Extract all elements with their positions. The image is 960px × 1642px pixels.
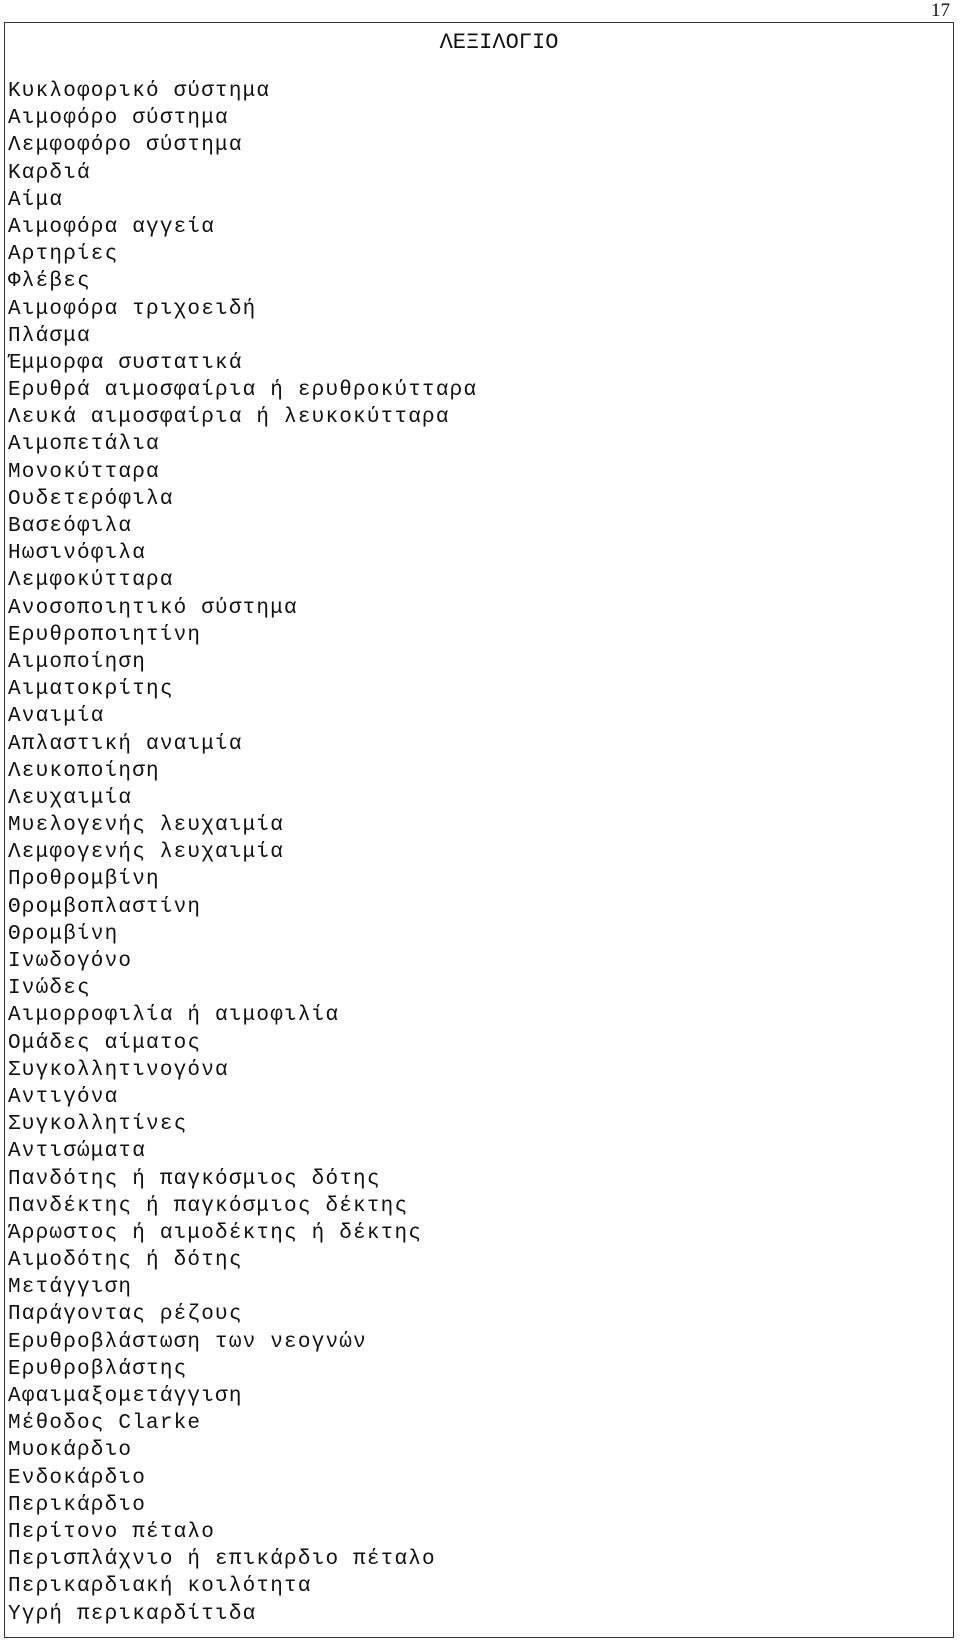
page-number: 17	[931, 0, 950, 21]
glossary-term: Πλάσμα	[8, 324, 91, 348]
glossary-term: Καρδιά	[8, 161, 91, 185]
glossary-term: Βασεόφιλα	[8, 515, 133, 538]
glossary-term: Περισπλάχνιο ή επικάρδιο πέταλο	[8, 1548, 436, 1572]
glossary-term: Λευκά αιμοσφαίρια ή λευκοκύτταρα	[8, 406, 450, 430]
glossary-term: Ερυθροβλάστωση των νεογνών	[8, 1330, 367, 1354]
glossary-term: Αναιμία	[8, 705, 105, 729]
glossary-title: ΛΕΞΙΛΟΓΙΟ	[439, 30, 559, 55]
glossary-term-list	[8, 78, 477, 1628]
glossary-term: Αιμοδότης ή δότης	[8, 1249, 243, 1273]
glossary-term: Θρομβίνη	[8, 922, 119, 946]
glossary-term: Περικαρδιακή κοιλότητα	[8, 1575, 312, 1599]
glossary-term: Αντιγόνα	[8, 1085, 119, 1109]
glossary-term: Λευκοποίηση	[8, 759, 160, 783]
glossary-term: Λεμφογενής λευχαιμία	[8, 841, 285, 865]
glossary-term: Λεμφοκύτταρα	[8, 569, 174, 593]
glossary-term: Ερυθρά αιμοσφαίρια ή ερυθροκύτταρα	[8, 379, 478, 403]
glossary-term: Αιμοποίηση	[8, 650, 147, 674]
glossary-term: Λευχαιμία	[8, 786, 133, 810]
glossary-term: Ομάδες αίματος	[8, 1031, 202, 1055]
glossary-term: Αιμορροφιλία ή αιμοφιλία	[8, 1004, 340, 1028]
glossary-term: Ινωδογόνο	[8, 950, 133, 973]
glossary-term: Πανδέκτης ή παγκόσμιος δέκτης	[8, 1194, 409, 1218]
glossary-term: Άρρωστος ή αιμοδέκτης ή δέκτης	[8, 1221, 423, 1245]
glossary-term: Αιμοπετάλια	[8, 433, 160, 457]
glossary-term: Μυοκάρδιο	[8, 1439, 133, 1463]
glossary-term: Συγκολλητίνες	[8, 1113, 188, 1137]
glossary-term: Μετάγγιση	[8, 1276, 133, 1300]
glossary-term: Αιμοφόρα αγγεία	[8, 215, 216, 239]
glossary-term: Μονοκύτταρα	[8, 460, 160, 484]
glossary-term: Θρομβοπλαστίνη	[8, 895, 202, 919]
glossary-term: Παράγοντας ρέζους	[8, 1303, 243, 1327]
glossary-term: Έμμορφα συστατικά	[8, 351, 243, 375]
glossary-term: Ανοσοποιητικό σύστημα	[8, 596, 298, 620]
glossary-term: Πανδότης ή παγκόσμιος δότης	[8, 1167, 381, 1191]
glossary-term: Ενδοκάρδιο	[8, 1466, 147, 1490]
glossary-term: Περικάρδιο	[8, 1493, 147, 1517]
glossary-term: Αφαιμαξομετάγγιση	[8, 1385, 243, 1408]
glossary-term: Αντισώματα	[8, 1140, 147, 1164]
glossary-term: Ινώδες	[8, 977, 91, 1001]
glossary-term: Απλαστική αναιμία	[8, 732, 243, 756]
glossary-term: Ερυθροβλάστης	[8, 1357, 188, 1381]
glossary-term: Αιματοκρίτης	[8, 678, 174, 702]
glossary-term: Περίτονο πέταλο	[8, 1520, 216, 1544]
glossary-term: Κυκλοφορικό σύστημα	[8, 80, 271, 103]
glossary-term: Ηωσινόφιλα	[8, 542, 147, 566]
glossary-term: Αρτηρίες	[8, 243, 119, 267]
glossary-term: Λεμφοφόρο σύστημα	[8, 134, 243, 158]
glossary-term: Φλέβες	[8, 270, 91, 294]
glossary-frame	[4, 22, 954, 1638]
glossary-term: Αιμοφόρα τριχοειδή	[8, 297, 257, 321]
glossary-term: Μέθοδος Clarke	[8, 1412, 202, 1436]
glossary-term: Αιμοφόρο σύστημα	[8, 107, 229, 131]
glossary-term: Συγκολλητινογόνα	[8, 1058, 229, 1082]
glossary-term: Ερυθροποιητίνη	[8, 623, 202, 647]
glossary-term: Μυελογενής λευχαιμία	[8, 814, 285, 838]
glossary-term: Ουδετερόφιλα	[8, 487, 174, 511]
glossary-term: Αίμα	[8, 188, 64, 212]
glossary-term: Προθρομβίνη	[8, 868, 160, 892]
glossary-term: Υγρή περικαρδίτιδα	[8, 1602, 257, 1626]
